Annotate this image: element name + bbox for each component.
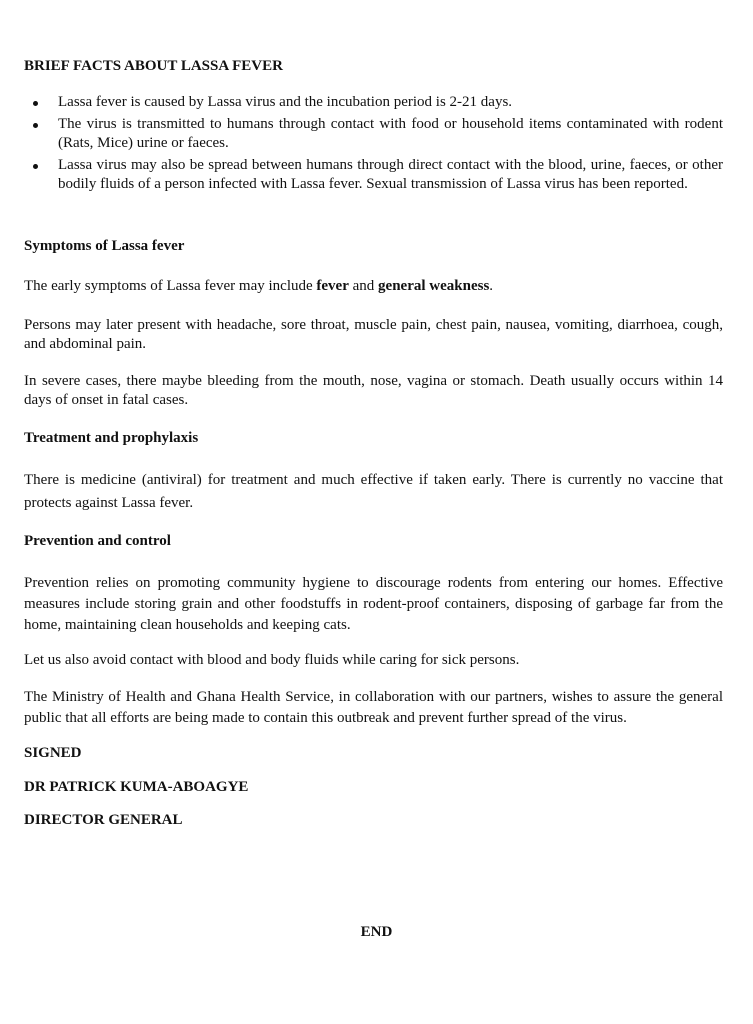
- symptoms-early-paragraph: The early symptoms of Lassa fever may include fever and general weakness.: [24, 278, 494, 294]
- prevention-paragraph: Prevention relies on promoting community hygiene to discourage rodents from entering our homes. Effective measures include storing grain and other foodstuffs in rodent-proof containers, disposing of garbage far from the home, maintaining clean households and keeping cats.: [24, 575, 723, 633]
- signatory-name: DR PATRICK KUMA-ABOAGYE: [24, 779, 249, 795]
- list-item: The virus is transmitted to humans through contact with food or household items contaminated with rodent (Rats, Mice) urine or faeces.: [24, 115, 723, 153]
- end-marker: END: [360, 924, 393, 940]
- symptoms-heading: Symptoms of Lassa fever: [24, 238, 185, 254]
- bullet-icon: [33, 164, 38, 169]
- symptom-fever: fever: [316, 278, 349, 294]
- avoid-contact-paragraph: Let us also avoid contact with blood and body fluids while caring for sick persons.: [24, 652, 520, 668]
- symptoms-later-paragraph: Persons may later present with headache, sore throat, muscle pain, chest pain, nausea, vomiting, diarrhoea, cough, and abdominal pain.: [24, 317, 723, 352]
- document-title: BRIEF FACTS ABOUT LASSA FEVER: [24, 58, 283, 74]
- treatment-heading: Treatment and prophylaxis: [24, 430, 199, 446]
- bullet-icon: [33, 101, 38, 106]
- signed-label: SIGNED: [24, 745, 82, 761]
- list-item: Lassa virus may also be spread between humans through direct contact with the blood, urine, faeces, or other bodily fluids of a person infected with Lassa fever. Sexual transmission of Lassa virus has been reported.: [24, 156, 723, 194]
- symptom-general-weakness: general weakness: [378, 278, 490, 294]
- facts-list: [24, 93, 723, 194]
- signatory-role: DIRECTOR GENERAL: [24, 812, 183, 828]
- treatment-paragraph: There is medicine (antiviral) for treatment and much effective if taken early. There is currently no vaccine that protects against Lassa fever.: [24, 472, 723, 511]
- list-item: Lassa fever is caused by Lassa virus and the incubation period is 2-21 days.: [24, 93, 723, 112]
- symptoms-severe-paragraph: In severe cases, there maybe bleeding from the mouth, nose, vagina or stomach. Death usually occurs within 14 days of onset in fatal cases.: [24, 373, 723, 408]
- prevention-heading: Prevention and control: [24, 533, 171, 549]
- ministry-statement-paragraph: The Ministry of Health and Ghana Health Service, in collaboration with our partners, wishes to assure the general public that all efforts are being made to contain this outbreak and prevent further spread of the virus.: [24, 689, 723, 726]
- bullet-icon: [33, 123, 38, 128]
